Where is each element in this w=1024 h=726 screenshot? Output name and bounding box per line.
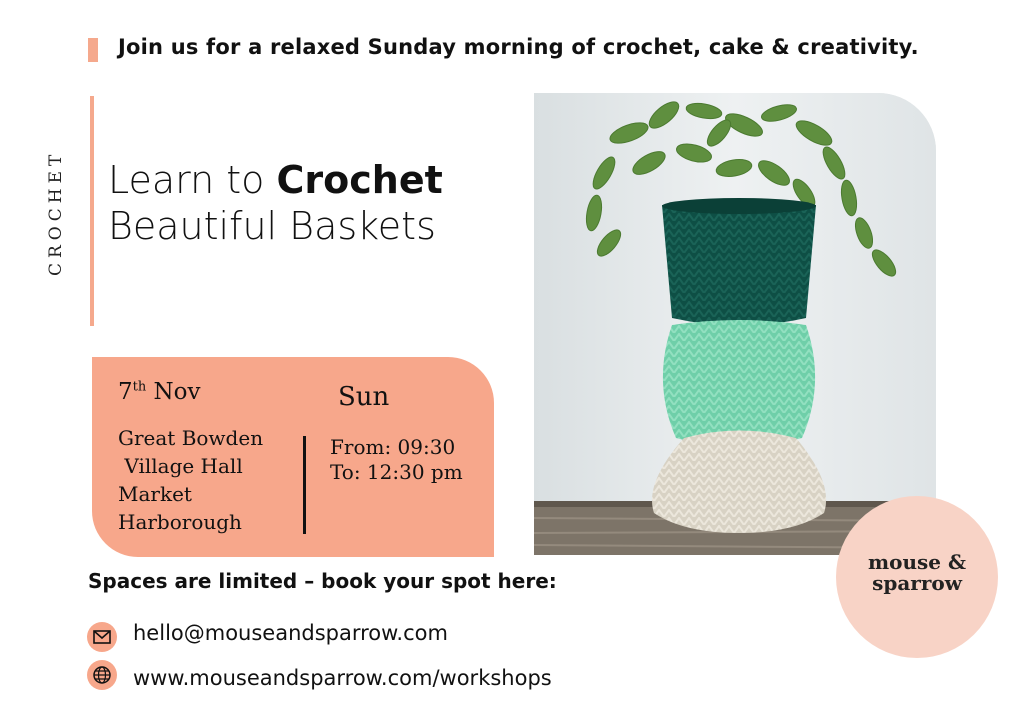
basket-plant-illustration (534, 93, 936, 555)
tagline-accent-bar (88, 38, 98, 62)
logo-line-2: sparrow (872, 571, 962, 595)
event-weekday: Sun (338, 382, 390, 412)
headline-accent-line (90, 96, 94, 326)
info-divider (303, 436, 306, 534)
title-bold-word: Crochet (276, 158, 443, 202)
venue-line: Great Bowden (118, 426, 264, 450)
envelope-icon (87, 622, 117, 652)
globe-icon (87, 660, 117, 690)
tagline: Join us for a relaxed Sunday morning of crochet, cake & creativity. (118, 35, 919, 59)
time-to: To: 12:30 pm (330, 460, 463, 484)
logo-text (836, 552, 998, 594)
booking-cta: Spaces are limited – book your spot here: (88, 569, 557, 593)
date-suffix: th (132, 379, 147, 395)
event-times (330, 435, 463, 485)
side-label: CROCHET (46, 149, 66, 276)
venue-line: Market (118, 482, 192, 506)
website-link[interactable]: www.mouseandsparrow.com/workshops (133, 666, 552, 690)
page-title (108, 157, 443, 249)
title-line-2: Beautiful Baskets (108, 204, 436, 248)
logo-line-1: mouse & (867, 550, 967, 574)
event-date (118, 379, 201, 405)
email-link[interactable]: hello@mouseandsparrow.com (133, 621, 448, 645)
title-line-1 (108, 157, 443, 203)
brand-logo (836, 496, 998, 658)
date-month: Nov (146, 379, 201, 405)
venue-line: Harborough (118, 510, 242, 534)
date-day: 7 (118, 379, 133, 405)
title-prefix: Learn to (108, 158, 277, 202)
crochet-baskets-photo (534, 93, 936, 555)
event-venue (118, 424, 263, 536)
venue-line: Village Hall (118, 454, 243, 478)
time-from: From: 09:30 (330, 435, 456, 459)
